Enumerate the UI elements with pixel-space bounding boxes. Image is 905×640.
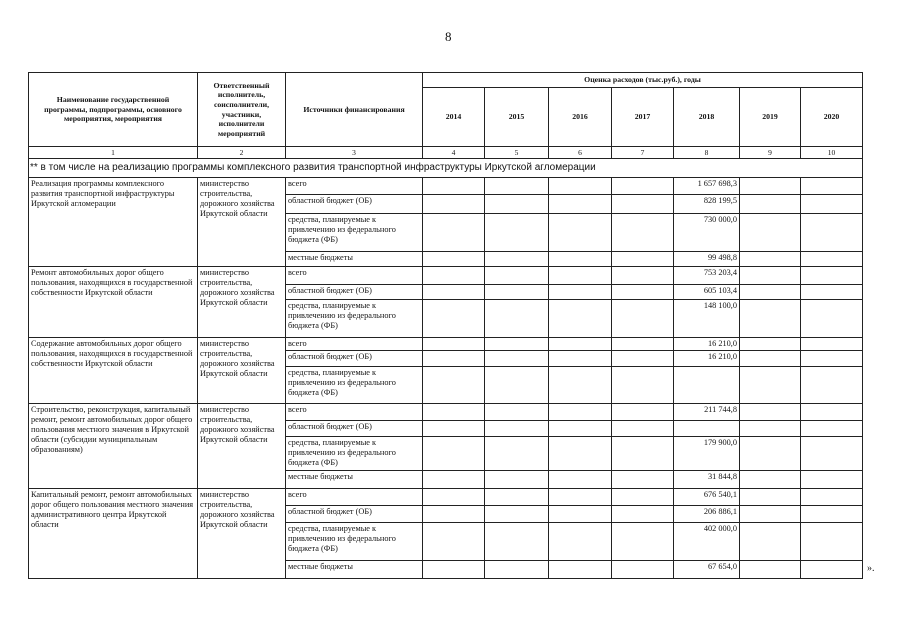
funding-source-cell: средства, планируемые к привлечению из федерального бюджета (ФБ) xyxy=(286,523,423,561)
note-text: ** в том числе на реализацию программы комплексного развития транспортной инфраструктуры Иркутской агломерации xyxy=(29,159,863,178)
program-name-cell: Реализация программы комплексного развития транспортной инфраструктуры Иркутской агломерации xyxy=(29,178,198,267)
value-cell-2018: 828 199,5 xyxy=(674,195,740,214)
empty-cell xyxy=(549,267,612,285)
empty-cell xyxy=(549,404,612,421)
empty-cell xyxy=(549,523,612,561)
empty-cell xyxy=(423,421,485,437)
value-cell-2018: 676 540,1 xyxy=(674,489,740,506)
empty-cell xyxy=(485,178,549,195)
empty-cell xyxy=(740,437,801,471)
empty-cell xyxy=(801,267,863,285)
funding-source-cell: всего xyxy=(286,404,423,421)
empty-cell xyxy=(485,351,549,367)
funding-source-cell: всего xyxy=(286,489,423,506)
column-number: 9 xyxy=(740,147,801,159)
empty-cell xyxy=(485,338,549,351)
empty-cell xyxy=(801,506,863,523)
empty-cell xyxy=(612,267,674,285)
table-row xyxy=(29,338,863,351)
funding-source-cell: местные бюджеты xyxy=(286,252,423,267)
value-cell-2018: 67 654,0 xyxy=(674,561,740,579)
empty-cell xyxy=(549,506,612,523)
year-header: 2018 xyxy=(674,88,740,147)
funding-source-cell: средства, планируемые к привлечению из федерального бюджета (ФБ) xyxy=(286,300,423,338)
empty-cell xyxy=(740,351,801,367)
empty-cell xyxy=(740,252,801,267)
empty-cell xyxy=(801,214,863,252)
column-number: 2 xyxy=(198,147,286,159)
empty-cell xyxy=(740,214,801,252)
empty-cell xyxy=(485,421,549,437)
empty-cell xyxy=(423,471,485,489)
empty-cell xyxy=(740,338,801,351)
empty-cell xyxy=(423,351,485,367)
empty-cell xyxy=(612,489,674,506)
funding-source-cell: областной бюджет (ОБ) xyxy=(286,285,423,300)
empty-cell xyxy=(801,351,863,367)
empty-cell xyxy=(423,285,485,300)
executor-cell: министерство строительства, дорожного хозяйства Иркутской области xyxy=(198,489,286,579)
year-header: 2017 xyxy=(612,88,674,147)
value-cell-2018: 402 000,0 xyxy=(674,523,740,561)
value-cell-2018: 16 210,0 xyxy=(674,351,740,367)
empty-cell xyxy=(612,421,674,437)
note-row xyxy=(29,159,863,178)
column-number: 4 xyxy=(423,147,485,159)
empty-cell xyxy=(801,437,863,471)
empty-cell xyxy=(612,437,674,471)
empty-cell xyxy=(423,214,485,252)
empty-cell xyxy=(549,489,612,506)
program-name-cell: Ремонт автомобильных дорог общего пользования, находящихся в государственной собственности Иркутской области xyxy=(29,267,198,338)
empty-cell xyxy=(612,351,674,367)
program-name-cell: Содержание автомобильных дорог общего пользования, находящихся в государственной собственности Иркутской области xyxy=(29,338,198,404)
value-cell-2018: 730 000,0 xyxy=(674,214,740,252)
column-number: 8 xyxy=(674,147,740,159)
column-numbers-row xyxy=(29,147,863,159)
empty-cell xyxy=(423,338,485,351)
empty-cell xyxy=(612,404,674,421)
empty-cell xyxy=(801,489,863,506)
executor-cell: министерство строительства, дорожного хозяйства Иркутской области xyxy=(198,178,286,267)
empty-cell xyxy=(740,195,801,214)
year-header: 2016 xyxy=(549,88,612,147)
table-row xyxy=(29,178,863,195)
year-header: 2019 xyxy=(740,88,801,147)
column-number: 1 xyxy=(29,147,198,159)
empty-cell xyxy=(549,421,612,437)
expenditure-table xyxy=(28,72,863,579)
funding-source-cell: всего xyxy=(286,338,423,351)
empty-cell xyxy=(612,285,674,300)
estimate-header: Оценка расходов (тыс.руб.), годы xyxy=(423,73,863,88)
funding-source-cell: местные бюджеты xyxy=(286,471,423,489)
column-number: 5 xyxy=(485,147,549,159)
empty-cell xyxy=(740,421,801,437)
empty-cell xyxy=(612,561,674,579)
program-name-cell: Строительство, реконструкция, капитальный ремонт, ремонт автомобильных дорог общего пользования местного значения в Иркутской области (субсидии муниципальным образованиям) xyxy=(29,404,198,489)
empty-cell xyxy=(740,561,801,579)
empty-cell xyxy=(612,471,674,489)
column-number: 10 xyxy=(801,147,863,159)
funding-source-cell: всего xyxy=(286,178,423,195)
empty-cell xyxy=(740,523,801,561)
executor-cell: министерство строительства, дорожного хозяйства Иркутской области xyxy=(198,404,286,489)
value-cell-2018: 99 498,8 xyxy=(674,252,740,267)
empty-cell xyxy=(423,267,485,285)
empty-cell xyxy=(423,367,485,404)
executor-cell: министерство строительства, дорожного хозяйства Иркутской области xyxy=(198,338,286,404)
header-row xyxy=(29,73,863,88)
funding-source-cell: всего xyxy=(286,267,423,285)
year-header: 2015 xyxy=(485,88,549,147)
empty-cell xyxy=(485,437,549,471)
empty-cell xyxy=(485,561,549,579)
empty-cell xyxy=(423,300,485,338)
empty-cell xyxy=(612,338,674,351)
empty-cell xyxy=(549,285,612,300)
empty-cell xyxy=(485,195,549,214)
empty-cell xyxy=(549,300,612,338)
value-cell-2018 xyxy=(674,421,740,437)
funding-source-cell: областной бюджет (ОБ) xyxy=(286,421,423,437)
funding-source-cell: областной бюджет (ОБ) xyxy=(286,195,423,214)
table-row xyxy=(29,489,863,506)
empty-cell xyxy=(423,252,485,267)
empty-cell xyxy=(801,561,863,579)
empty-cell xyxy=(423,523,485,561)
empty-cell xyxy=(485,267,549,285)
empty-cell xyxy=(740,471,801,489)
empty-cell xyxy=(612,195,674,214)
executor-cell: министерство строительства, дорожного хозяйства Иркутской области xyxy=(198,267,286,338)
funding-source-header: Источники финансирования xyxy=(286,73,423,147)
empty-cell xyxy=(740,367,801,404)
value-cell-2018: 1 657 698,3 xyxy=(674,178,740,195)
program-name-cell: Капитальный ремонт, ремонт автомобильных дорог общего пользования местного значения административного центра Иркутской области xyxy=(29,489,198,579)
empty-cell xyxy=(612,252,674,267)
empty-cell xyxy=(549,367,612,404)
empty-cell xyxy=(740,300,801,338)
value-cell-2018 xyxy=(674,367,740,404)
empty-cell xyxy=(801,421,863,437)
empty-cell xyxy=(423,195,485,214)
empty-cell xyxy=(485,523,549,561)
empty-cell xyxy=(612,178,674,195)
empty-cell xyxy=(423,506,485,523)
year-header: 2020 xyxy=(801,88,863,147)
empty-cell xyxy=(423,404,485,421)
empty-cell xyxy=(485,300,549,338)
page-number: 8 xyxy=(445,29,452,44)
funding-source-cell: средства, планируемые к привлечению из федерального бюджета (ФБ) xyxy=(286,367,423,404)
empty-cell xyxy=(485,285,549,300)
empty-cell xyxy=(612,506,674,523)
empty-cell xyxy=(549,471,612,489)
empty-cell xyxy=(549,214,612,252)
value-cell-2018: 206 886,1 xyxy=(674,506,740,523)
empty-cell xyxy=(801,195,863,214)
value-cell-2018: 179 900,0 xyxy=(674,437,740,471)
empty-cell xyxy=(801,471,863,489)
empty-cell xyxy=(485,489,549,506)
empty-cell xyxy=(612,214,674,252)
program-name-header: Наименование государственной программы, подпрограммы, основного мероприятия, мероприятия xyxy=(29,73,198,147)
year-header: 2014 xyxy=(423,88,485,147)
funding-source-cell: средства, планируемые к привлечению из федерального бюджета (ФБ) xyxy=(286,437,423,471)
column-number: 3 xyxy=(286,147,423,159)
empty-cell xyxy=(423,437,485,471)
empty-cell xyxy=(740,285,801,300)
empty-cell xyxy=(801,285,863,300)
empty-cell xyxy=(612,523,674,561)
funding-source-cell: местные бюджеты xyxy=(286,561,423,579)
empty-cell xyxy=(801,523,863,561)
empty-cell xyxy=(740,506,801,523)
table-row xyxy=(29,267,863,285)
empty-cell xyxy=(612,367,674,404)
empty-cell xyxy=(549,195,612,214)
empty-cell xyxy=(549,178,612,195)
value-cell-2018: 753 203,4 xyxy=(674,267,740,285)
table-row xyxy=(29,404,863,421)
funding-source-cell: областной бюджет (ОБ) xyxy=(286,506,423,523)
empty-cell xyxy=(485,214,549,252)
column-number: 7 xyxy=(612,147,674,159)
value-cell-2018: 605 103,4 xyxy=(674,285,740,300)
value-cell-2018: 31 844,8 xyxy=(674,471,740,489)
empty-cell xyxy=(740,489,801,506)
empty-cell xyxy=(549,437,612,471)
empty-cell xyxy=(801,338,863,351)
empty-cell xyxy=(801,300,863,338)
empty-cell xyxy=(485,367,549,404)
value-cell-2018: 148 100,0 xyxy=(674,300,740,338)
empty-cell xyxy=(549,338,612,351)
empty-cell xyxy=(423,178,485,195)
empty-cell xyxy=(740,178,801,195)
column-number: 6 xyxy=(549,147,612,159)
empty-cell xyxy=(485,506,549,523)
empty-cell xyxy=(485,471,549,489)
empty-cell xyxy=(801,404,863,421)
empty-cell xyxy=(423,561,485,579)
empty-cell xyxy=(549,351,612,367)
empty-cell xyxy=(740,267,801,285)
executor-header: Ответственный исполнитель, соисполнители, участники, исполнители мероприятий xyxy=(198,73,286,147)
empty-cell xyxy=(801,252,863,267)
empty-cell xyxy=(740,404,801,421)
closing-quote-mark: ». xyxy=(867,563,875,574)
value-cell-2018: 211 744,8 xyxy=(674,404,740,421)
funding-source-cell: областной бюджет (ОБ) xyxy=(286,351,423,367)
empty-cell xyxy=(801,178,863,195)
empty-cell xyxy=(549,561,612,579)
value-cell-2018: 16 210,0 xyxy=(674,338,740,351)
empty-cell xyxy=(612,300,674,338)
empty-cell xyxy=(485,252,549,267)
empty-cell xyxy=(801,367,863,404)
empty-cell xyxy=(485,404,549,421)
empty-cell xyxy=(549,252,612,267)
funding-source-cell: средства, планируемые к привлечению из федерального бюджета (ФБ) xyxy=(286,214,423,252)
empty-cell xyxy=(423,489,485,506)
